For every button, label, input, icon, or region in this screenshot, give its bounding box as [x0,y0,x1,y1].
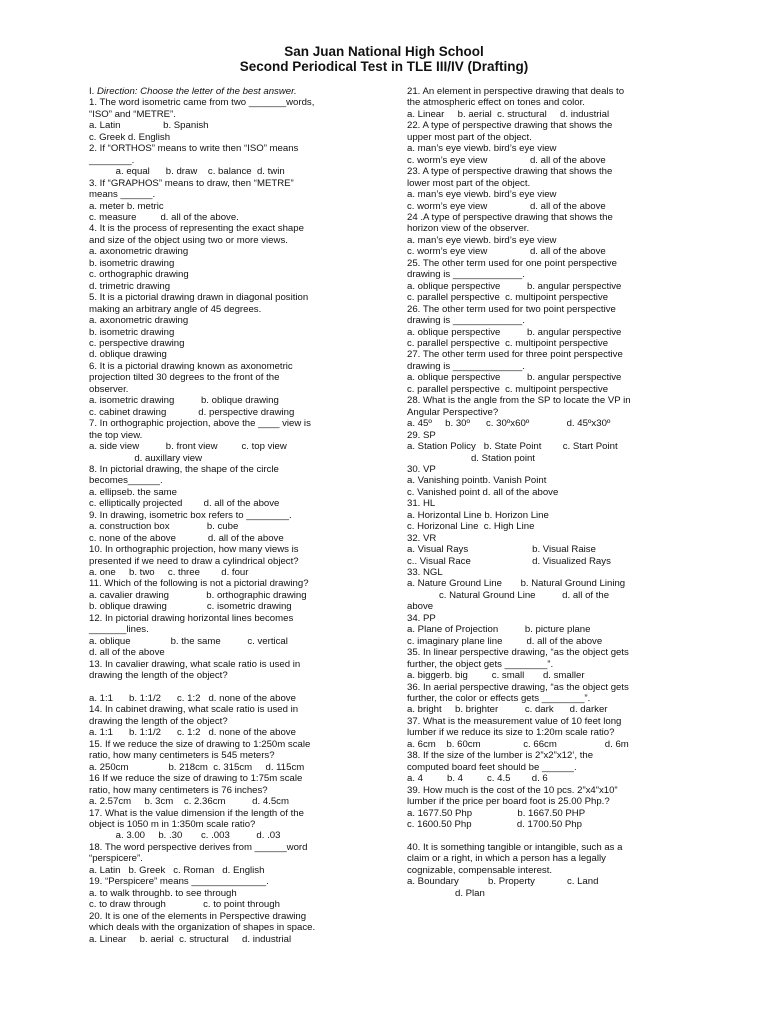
question-line: “ISO” and “METRE”. [89,108,176,120]
question-line: a. 6cm b. 60cm c. 66cm d. 6m [407,738,629,750]
question-line: c. Natural Ground Line d. all of the [407,589,610,601]
question-line: a. Latin b. Greek c. Roman d. English [89,864,265,876]
question-line: a. Horizontal Line b. Horizon Line [407,509,549,521]
question-line: c. parallel perspective c. multipoint perspective [407,292,609,304]
question-line: 5. It is a pictorial drawing drawn in diagonal position [89,292,309,304]
question-line: a. man’s eye viewb. bird’s eye view [407,234,557,246]
question-line: the top view. [89,429,143,441]
question-line: Angular Perspective? [407,406,499,418]
question-line: a. 1:1 b. 1:1/2 c. 1:2 d. none of the above [89,727,296,739]
question-line: a. cavalier drawing b. orthographic drawing [89,589,307,601]
question-line: a. Linear b. aerial c. structural d. industrial [89,933,292,945]
question-line: d. Station point [407,452,535,464]
question-line: 24 .A type of perspective drawing that shows the [407,211,613,223]
question-line: a. 2.57cm b. 3cm c. 2.36cm d. 4.5cm [89,796,289,808]
question-line: a. 4 b. 4 c. 4.5 d. 6 [407,773,548,785]
question-line: drawing the length of the object? [89,670,228,682]
question-line: d. oblique drawing [89,349,167,361]
question-line: a. Station Policy b. State Point c. Start Point [407,441,618,453]
question-line: making an arbitrary angle of 45 degrees. [89,303,262,315]
question-line: 1. The word isometric came from two _______words, [89,97,315,109]
question-line: claim or a right, in which a person has a legally [407,853,606,865]
question-line: a. Latin b. Spanish [89,120,209,132]
question-line: 28. What is the angle from the SP to locate the VP in [407,395,631,407]
question-line: a. side view b. front view c. top view [89,441,287,453]
question-line: 17. What is the value dimension if the length of the [89,807,304,819]
question-line: 19. “Perspicere” means ______________. [89,876,269,888]
right-question-column [407,86,682,899]
question-line: drawing is _____________. [407,360,525,372]
question-line: 27. The other term used for three point perspective [407,349,623,361]
question-line: b. isometric drawing [89,257,175,269]
question-line: a. man’s eye viewb. bird’s eye view [407,189,557,201]
question-line: a. to walk throughb. to see through [89,887,237,899]
question-line: 39. How much is the cost of the 10 pcs. 2”x4”x10” [407,784,618,796]
question-line: 36. In aerial perspective drawing, “as the object gets [407,681,629,693]
question-line: 3. If “GRAPHOS” means to draw, then “METRE” [89,177,294,189]
question-line: c. parallel perspective c. multipoint perspective [407,337,609,349]
question-line: c. measure d. all of the above. [89,211,239,223]
question-line: 7. In orthographic projection, above the ____ view is [89,418,311,430]
question-line: a. meter b. metric [89,200,164,212]
question-line: a. 1677.50 Php b. 1667.50 PHP [407,807,586,819]
question-line: 8. In pictorial drawing, the shape of the circle [89,463,279,475]
question-line: a. Boundary b. Property c. Land [407,876,599,888]
question-line: 15. If we reduce the size of drawing to 1:250m scale [89,738,311,750]
question-line: d. all of the above [89,647,165,659]
question-line: a. 3.00 b. .30 c. .003 d. .03 [89,830,281,842]
school-name: San Juan National High School [284,44,484,59]
question-line: a. Plane of Projection b. picture plane [407,624,591,636]
question-line: d. auxillary view [89,452,203,464]
question-line: d. trimetric drawing [89,280,171,292]
question-line: 18. The word perspective derives from ______word [89,841,308,853]
question-line: 22. A type of perspective drawing that shows the [407,120,613,132]
question-line: 21. An element in perspective drawing that deals to [407,86,625,97]
question-line: 25. The other term used for one point perspective [407,257,617,269]
question-line: a. 1:1 b. 1:1/2 c. 1:2 d. none of the above [89,693,296,704]
question-line: observer. [89,383,129,395]
question-line: c. Vanished point d. all of the above [407,486,559,498]
question-line: 34. PP [407,612,436,624]
question-line: 31. HL [407,498,436,510]
test-title: Second Periodical Test in TLE III/IV (Drafting) [239,59,529,74]
question-line: I. Direction: Choose the letter of the best answer. [89,86,297,97]
question-line: above [407,601,434,613]
question-line: 40. It is something tangible or intangible, such as a [407,841,623,853]
question-line: a. Vanishing pointb. Vanish Point [407,475,547,487]
question-line: c. parallel perspective c. multipoint perspective [407,383,609,395]
question-line: upper most part of the object. [407,131,532,143]
question-line: c. none of the above d. all of the above [89,532,284,544]
question-line: a. isometric drawing b. oblique drawing [89,395,279,407]
question-line: 13. In cavalier drawing, what scale ratio is used in [89,658,301,670]
question-line: 10. In orthographic projection, how many views is [89,544,299,556]
question-line: drawing the length of the object? [89,715,228,727]
question-line: becomes______. [89,475,163,487]
question-line: presented if we need to draw a cylindrical object? [89,555,299,567]
question-line: c. worm’s eye view d. all of the above [407,246,606,258]
question-line: c. Greek d. English [89,131,171,143]
question-line: c. Horizonal Line c. High Line [407,521,535,533]
left-question-column [89,86,361,945]
question-line: 26. The other term used for two point perspective [407,303,616,315]
question-line: further, the color or effects gets ________”. [407,693,591,705]
question-line: and size of the object using two or more views. [89,234,288,246]
question-line: 2. If “ORTHOS” means to write then “ISO” means [89,143,299,155]
question-line: a. man’s eye viewb. bird’s eye view [407,143,557,155]
question-line: a. oblique perspective b. angular perspective [407,280,622,292]
question-line: ratio, how many centimeters is 545 meters? [89,750,275,762]
question-line: ratio, how many centimeters is 76 inches? [89,784,268,796]
question-line: 9. In drawing, isometric box refers to ________. [89,509,292,521]
question-line: a. Linear b. aerial c. structural d. industrial [407,108,610,120]
question-line: horizon view of the observer. [407,223,530,235]
question-line: drawing is _____________. [407,269,525,281]
question-line: means ______. [89,189,156,201]
question-line: further, the object gets ________”. [407,658,554,670]
question-line: 23. A type of perspective drawing that shows the [407,166,613,178]
question-line: the atmospheric effect on tones and color. [407,97,585,109]
question-line: 37. What is the measurement value of 10 feet long [407,715,622,727]
question-line: b. isometric drawing [89,326,175,338]
question-line: c.. Visual Race d. Visualized Rays [407,555,611,567]
test-header [0,44,768,74]
question-line: c. orthographic drawing [89,269,189,281]
question-line: ________. [89,154,135,166]
question-line: a. axonometric drawing [89,315,189,327]
question-line: a. oblique perspective b. angular perspective [407,326,622,338]
question-line: c. 1600.50 Php d. 1700.50 Php [407,819,582,830]
question-line: 4. It is the process of representing the exact shape [89,223,304,235]
question-line: projection tilted 30 degrees to the front of the [89,372,280,384]
question-line: c. cabinet drawing d. perspective drawing [89,406,295,418]
question-line: lumber if the price per board foot is 25.00 Php.? [407,796,610,808]
question-line: c. elliptically projected d. all of the above [89,498,280,510]
question-line: b. oblique drawing c. isometric drawing [89,601,292,613]
question-line: c. worm’s eye view d. all of the above [407,200,606,212]
question-line: 11. Which of the following is not a pictorial drawing? [89,578,309,590]
question-line: 12. In pictorial drawing horizontal lines becomes [89,612,294,624]
question-line: computed board feet should be ______. [407,761,577,773]
question-line: 6. It is a pictorial drawing known as axonometric [89,360,293,372]
question-line: a. 45º b. 30º c. 30ºx60º d. 45ºx30º [407,418,611,430]
question-line: a. 250cm b. 218cm c. 315cm d. 115cm [89,761,305,773]
question-line [89,682,361,693]
question-line: a. biggerb. big c. small d. smaller [407,670,585,682]
question-line: c. worm’s eye view d. all of the above [407,154,606,166]
question-line: cognizable, compensable interest. [407,864,553,876]
question-line: a. bright b. brighter c. dark d. darker [407,704,608,716]
question-line [407,830,682,841]
question-line: 32. VR [407,532,437,544]
question-line: 30. VP [407,463,436,475]
question-line: a. axonometric drawing [89,246,189,258]
question-line: 20. It is one of the elements in Perspective drawing [89,910,307,922]
question-line: a. ellipseb. the same [89,486,177,498]
question-line: a. equal b. draw c. balance d. twin [89,166,285,178]
question-line: a. oblique b. the same c. vertical [89,635,288,647]
question-line: a. Nature Ground Line b. Natural Ground Lining [407,578,626,590]
question-line: c. to draw through c. to point through [89,899,280,911]
question-line: 16 If we reduce the size of drawing to 1:75m scale [89,773,303,785]
question-line: c. imaginary plane line d. all of the above [407,635,603,647]
question-line: 33. NGL [407,567,443,579]
question-line: “perspicere”. [89,853,143,865]
question-line: 35. In linear perspective drawing, “as the object gets [407,647,629,659]
question-line: 14. In cabinet drawing, what scale ratio is used in [89,704,299,716]
question-line: 38. If the size of the lumber is 2”x2”x12’, the [407,750,594,762]
question-line: drawing is _____________. [407,315,525,327]
question-line: which deals with the organization of shapes in space. [89,922,316,934]
question-line: a. construction box b. cube [89,521,239,533]
question-line: a. one b. two c. three d. four [89,567,249,579]
question-line: object is 1050 m in 1:350m scale ratio? [89,818,256,830]
question-line: lower most part of the object. [407,177,531,189]
question-line: d. Plan [407,887,485,899]
question-line: c. perspective drawing [89,337,185,349]
question-line: _______lines. [89,624,149,636]
question-line: a. oblique perspective b. angular perspective [407,372,622,384]
question-line: lumber if we reduce its size to 1:20m scale ratio? [407,727,615,739]
question-line: a. Visual Rays b. Visual Raise [407,544,596,556]
question-line: 29. SP [407,429,436,441]
